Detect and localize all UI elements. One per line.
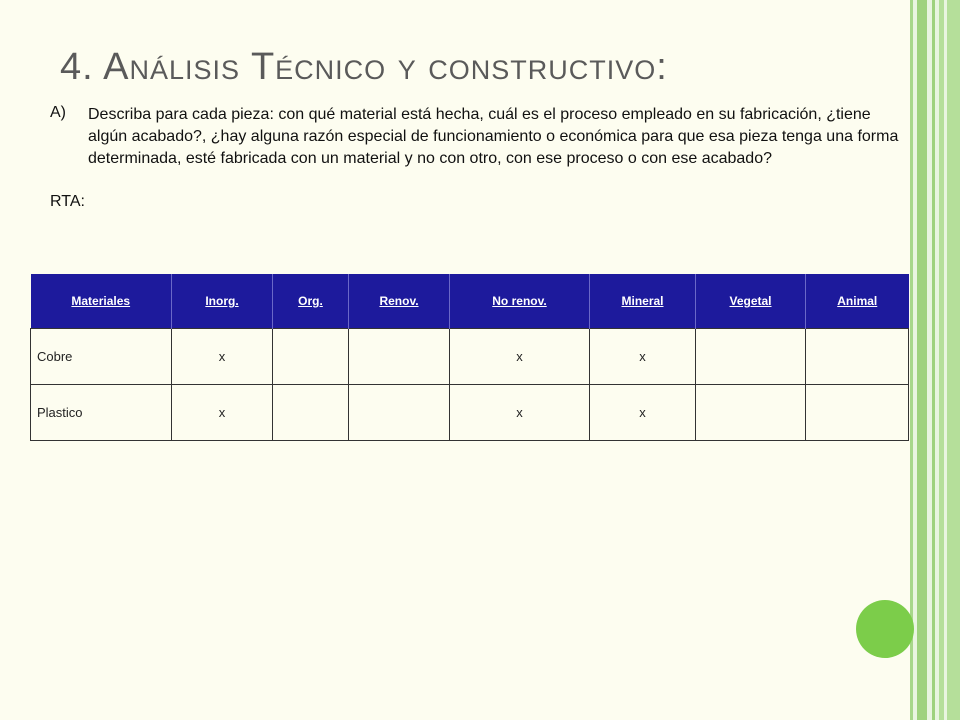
stripe: [917, 0, 927, 720]
table-cell: x: [590, 385, 696, 441]
table-cell: [696, 329, 806, 385]
table-cell: Plastico: [31, 385, 172, 441]
table-cell: [273, 385, 349, 441]
title-smallcaps: écnico y constructivo:: [275, 46, 668, 88]
table-row: [31, 329, 909, 385]
table-cell: x: [172, 329, 273, 385]
decorative-stripes: [910, 0, 960, 720]
column-header: Materiales: [31, 274, 172, 329]
column-header: Vegetal: [696, 274, 806, 329]
answer-label: RTA:: [50, 193, 85, 210]
column-header: Mineral: [590, 274, 696, 329]
title-number: 4.: [60, 46, 104, 88]
table-cell: x: [450, 329, 590, 385]
table-cell: [273, 329, 349, 385]
title-cap: A: [103, 46, 130, 88]
table-cell: x: [590, 329, 696, 385]
question-text: Describa para cada pieza: con qué material está hecha, cuál es el proceso empleado en su fabricación, ¿tiene algún acabado?, ¿hay alguna razón especial de funcionamiento o económica para que esa pieza tenga una forma determinada, esté fabricada con un material y no con otro, con ese proceso o con ese acabado?: [88, 106, 899, 167]
column-header: Renov.: [349, 274, 450, 329]
column-header: Org.: [273, 274, 349, 329]
stripe: [939, 0, 960, 720]
table-cell: [696, 385, 806, 441]
decorative-circle: [856, 600, 914, 658]
title-smallcaps: nálisis: [129, 46, 241, 88]
table-cell: x: [450, 385, 590, 441]
materials-table: [30, 274, 909, 441]
stripe: [944, 0, 947, 720]
table-header-row: [31, 274, 909, 329]
table-row: [31, 385, 909, 441]
table-cell: [806, 385, 909, 441]
slide-title: [60, 46, 668, 89]
question-marker: A): [50, 104, 66, 121]
title-space: [240, 46, 251, 88]
table-cell: [349, 329, 450, 385]
table-cell: [806, 329, 909, 385]
table-cell: Cobre: [31, 329, 172, 385]
column-header: No renov.: [450, 274, 590, 329]
title-cap: T: [250, 46, 276, 88]
column-header: Inorg.: [172, 274, 273, 329]
table-cell: x: [172, 385, 273, 441]
table-cell: [349, 385, 450, 441]
column-header: Animal: [806, 274, 909, 329]
